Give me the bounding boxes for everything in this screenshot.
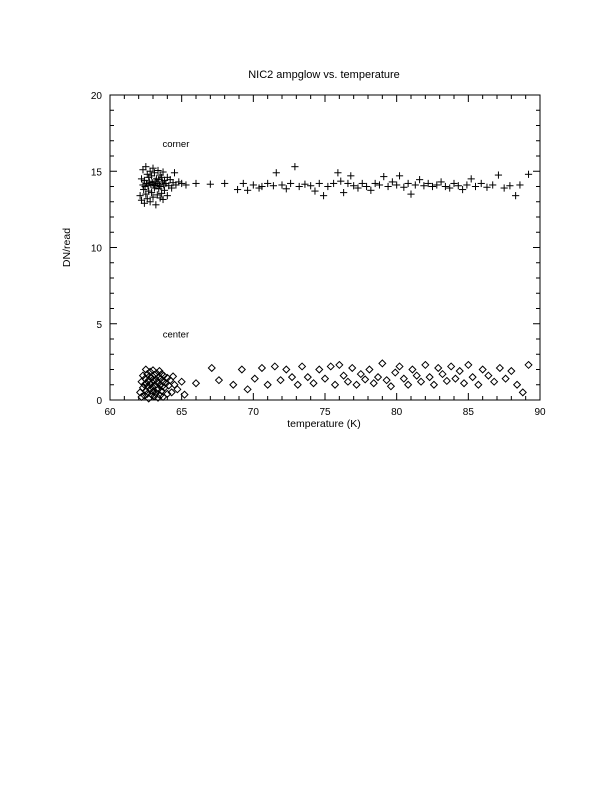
y-tick-label: 0 bbox=[96, 396, 102, 407]
x-axis-title: temperature (K) bbox=[287, 418, 361, 430]
y-tick-label: 5 bbox=[96, 319, 102, 331]
series-center-points bbox=[137, 360, 532, 402]
x-tick-label: 65 bbox=[176, 407, 188, 418]
series-annotations bbox=[162, 139, 189, 341]
x-tick-label: 75 bbox=[319, 407, 331, 418]
y-tick-label: 20 bbox=[90, 91, 102, 102]
chart-title: NIC2 ampglow vs. temperature bbox=[248, 69, 400, 81]
x-tick-label: 70 bbox=[247, 407, 259, 418]
y-tick-label: 15 bbox=[90, 167, 102, 179]
x-tick-label: 85 bbox=[462, 407, 474, 418]
series-label-corner: corner bbox=[162, 138, 190, 150]
axis-tick-labels bbox=[91, 91, 546, 418]
y-axis-title: DN/read bbox=[61, 227, 73, 268]
y-tick-label: 10 bbox=[90, 243, 102, 255]
series-label-center: center bbox=[162, 329, 190, 341]
series-corner-points bbox=[137, 163, 533, 208]
x-tick-label: 90 bbox=[534, 407, 546, 418]
x-tick-label: 60 bbox=[104, 407, 116, 418]
x-tick-label: 80 bbox=[391, 407, 403, 418]
